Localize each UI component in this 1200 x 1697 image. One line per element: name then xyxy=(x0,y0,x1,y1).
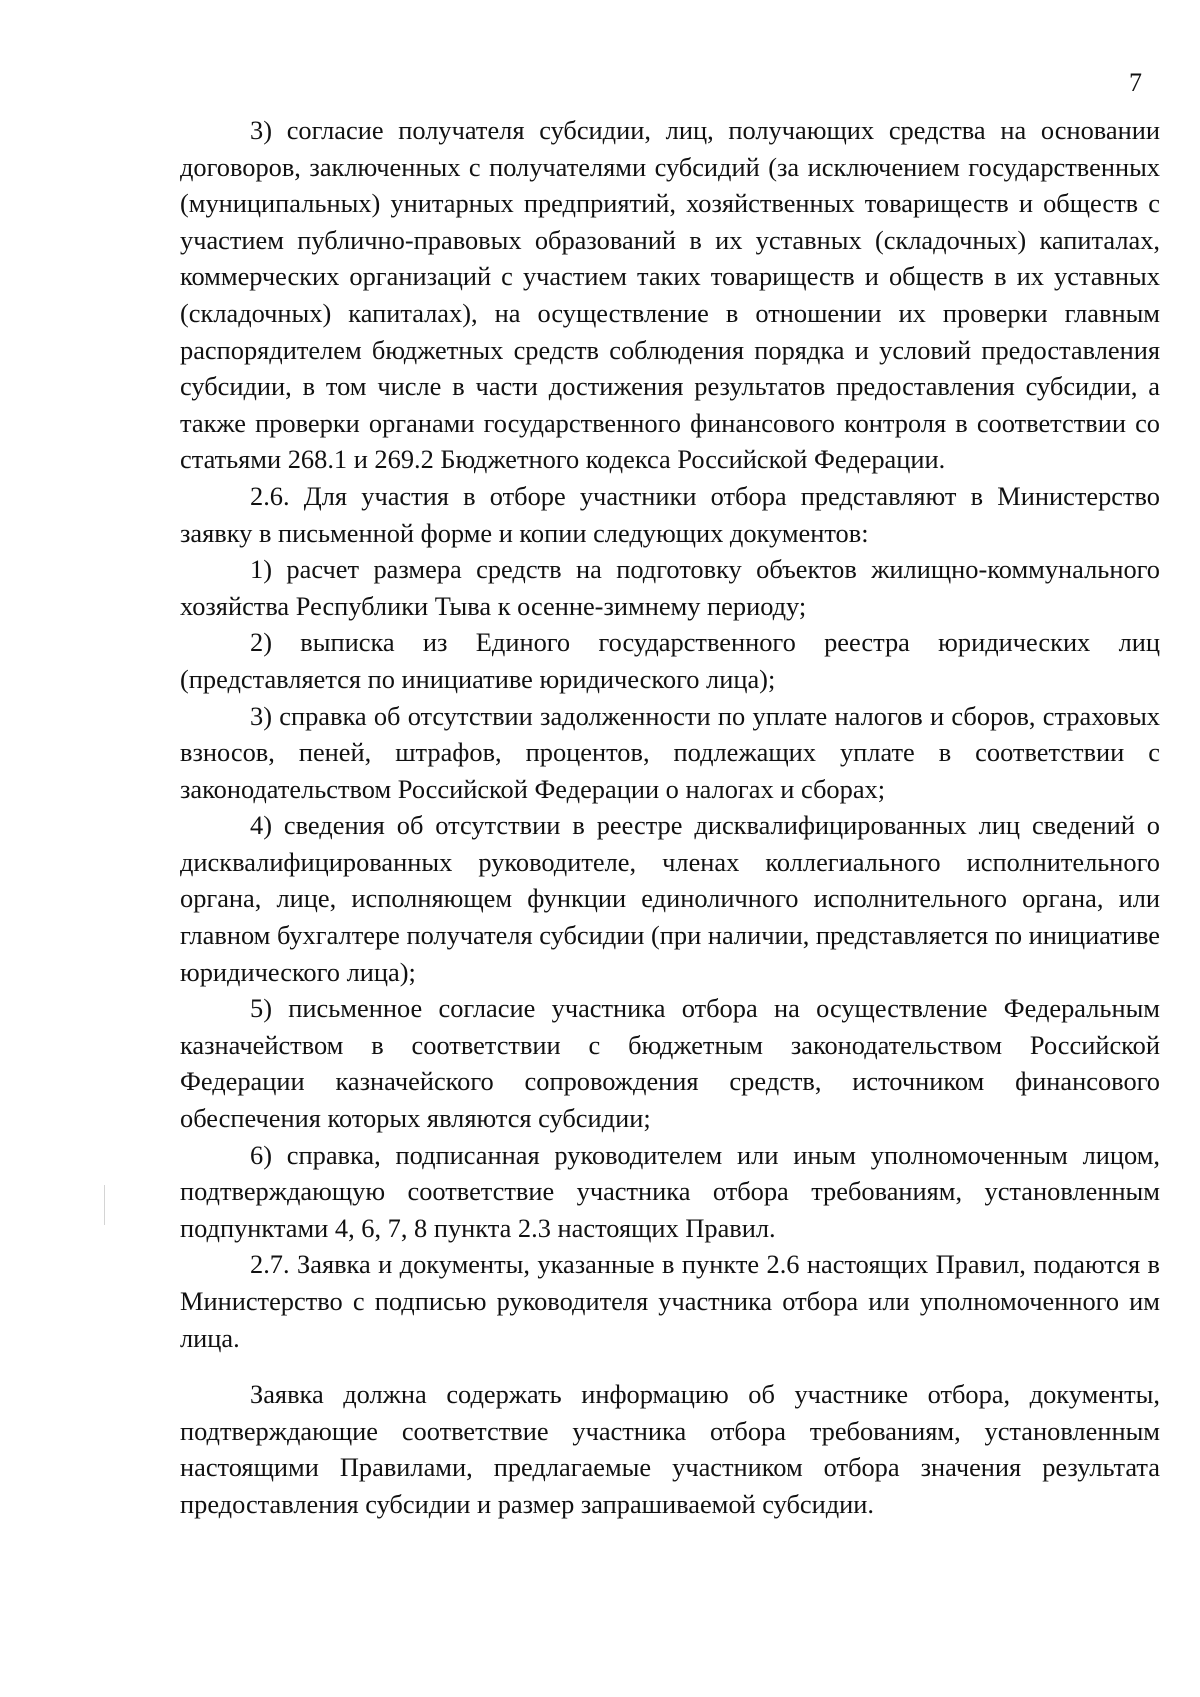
list-item-2-registry-extract: 2) выписка из Единого государственного реестра юридических лиц (представляется по инициативе юридического лица); xyxy=(180,627,1160,694)
document-body xyxy=(180,112,1160,1523)
margin-mark xyxy=(104,1185,105,1225)
list-item-5-treasury-consent: 5) письменное согласие участника отбора на осуществление Федеральным казначейством в соответствии с бюджетным законодательством Российской Федерации казначейского сопровождения средств, источником финансового обеспечения которых являются субсидии; xyxy=(180,993,1160,1134)
list-item-6-compliance-certificate: 6) справка, подписанная руководителем или иным уполномоченным лицом, подтверждающую соответствие участника отбора требованиям, установленным подпунктами 4, 6, 7, 8 пункта 2.3 настоящих Правил. xyxy=(180,1139,1160,1243)
paragraph-application-content: Заявка должна содержать информацию об участнике отбора, документы, подтверждающие соответствие участника отбора требованиям, установленным настоящими Правилами, предлагаемые участником отбора значения результата предоставления субсидии и размер запрашиваемой субсидии. xyxy=(180,1379,1160,1519)
paragraph-section-2-7: 2.7. Заявка и документы, указанные в пункте 2.6 настоящих Правил, подаются в Министерство с подписью руководителя участника отбора или уполномоченного им лица. xyxy=(180,1249,1160,1353)
paragraph-section-2-6: 2.6. Для участия в отборе участники отбора представляют в Министерство заявку в письменной форме и копии следующих документов: xyxy=(180,480,1160,548)
list-item-4-disqualified-persons: 4) сведения об отсутствии в реестре дисквалифицированных лиц сведений о дисквалифицированных руководителе, членах коллегиального исполнительного органа, лице, исполняющем функции единоличного исполнительного органа, или главном бухгалтере получателя субсидии (при наличии, представляется по инициативе юридического лица); xyxy=(180,810,1160,987)
list-item-3-tax-certificate: 3) справка об отсутствии задолженности по уплате налогов и сборов, страховых взносов, пеней, штрафов, процентов, подлежащих уплате в соответствии с законодательством Российской Федерации о налогах и сборах; xyxy=(180,700,1160,804)
list-item-1-calculation: 1) расчет размера средств на подготовку объектов жилищно-коммунального хозяйства Республики Тыва к осенне-зимнему периоду; xyxy=(180,554,1160,621)
paragraph-consent-item-3: 3) согласие получателя субсидии, лиц, получающих средства на основании договоров, заключенных с получателями субсидий (за исключением государственных (муниципальных) унитарных предприятий, хозяйственных товариществ и обществ с участием публично-правовых образований в их уставных (складочных) капиталах, коммерческих организаций с участием таких товариществ и обществ в их уставных (складочных) капиталах), на осуществление в отношении их проверки главным распорядителем бюджетных средств соблюдения порядка и условий предоставления субсидии, в том числе в части достижения результатов предоставления субсидии, а также проверки органами государственного финансового контроля в соответствии со статьями 268.1 и 269.2 Бюджетного кодекса Российской Федерации. xyxy=(180,115,1160,475)
page-number: 7 xyxy=(1129,68,1142,97)
